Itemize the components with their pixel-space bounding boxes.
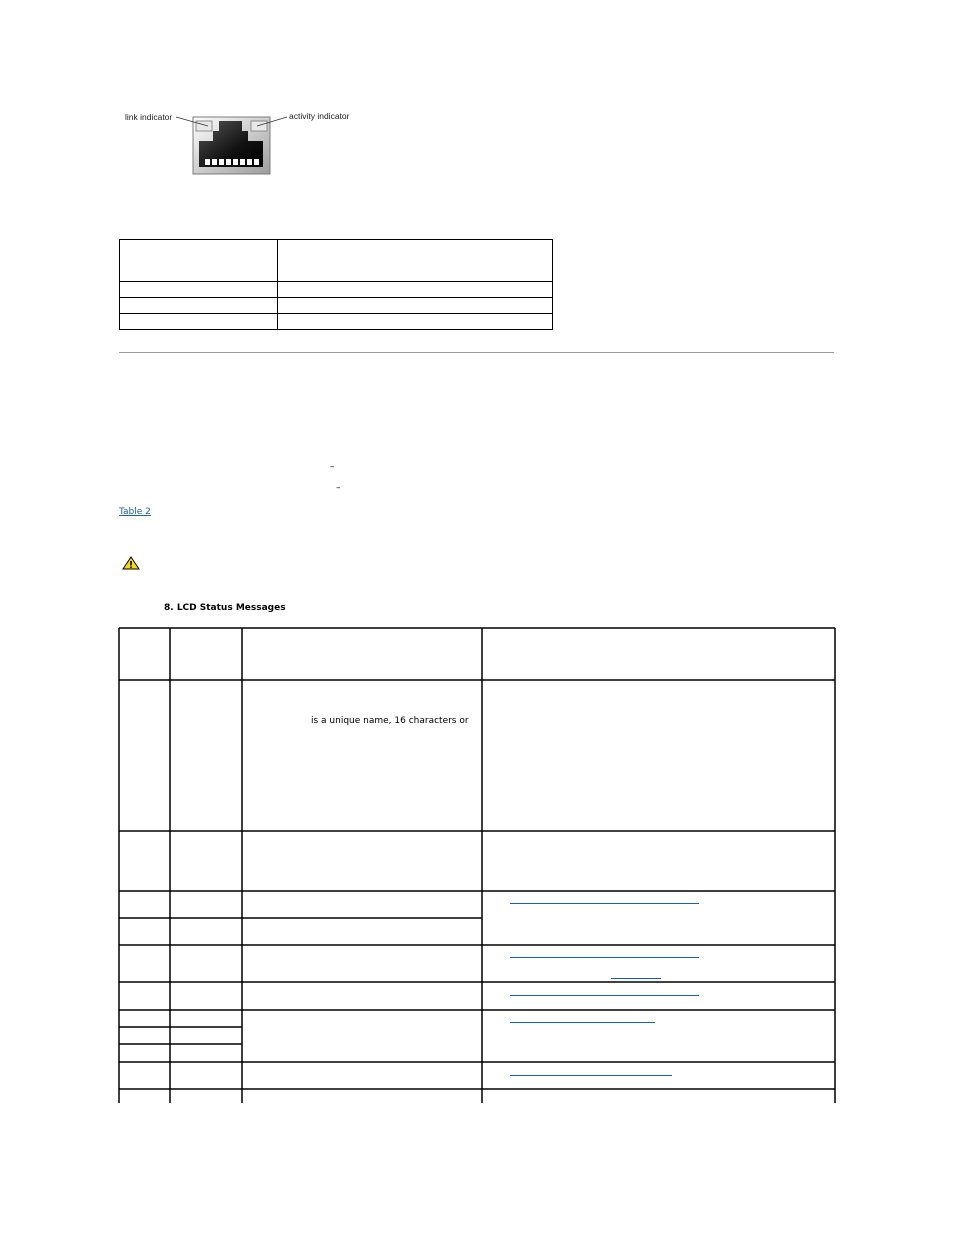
nic-indicator-figure [120,105,360,177]
table-row [120,314,553,330]
lcd-table-caption: 8. LCD Status Messages [164,603,286,613]
table-link[interactable] [510,1075,672,1076]
table-row [120,298,553,314]
dash-mark: – [330,462,335,472]
link-indicator-label: link indicator [125,112,173,122]
table-link[interactable] [611,978,661,979]
table-2-link[interactable]: Table 2 [119,507,151,517]
table-link[interactable] [510,995,699,996]
lcd-status-table [118,627,836,1103]
table-header-cell [120,240,278,282]
activity-indicator-label: activity indicator [289,111,350,121]
table-header-cell [278,240,553,282]
table-link[interactable] [510,1022,655,1023]
dash-mark: – [336,483,341,493]
warning-icon [122,556,140,570]
section-divider [119,352,834,353]
table-row [120,282,553,298]
nic-indicator-table [119,239,553,330]
lcd-message-description: is a unique name, 16 characters or [311,716,469,726]
table-link[interactable] [510,957,699,958]
table-link[interactable] [510,903,699,904]
